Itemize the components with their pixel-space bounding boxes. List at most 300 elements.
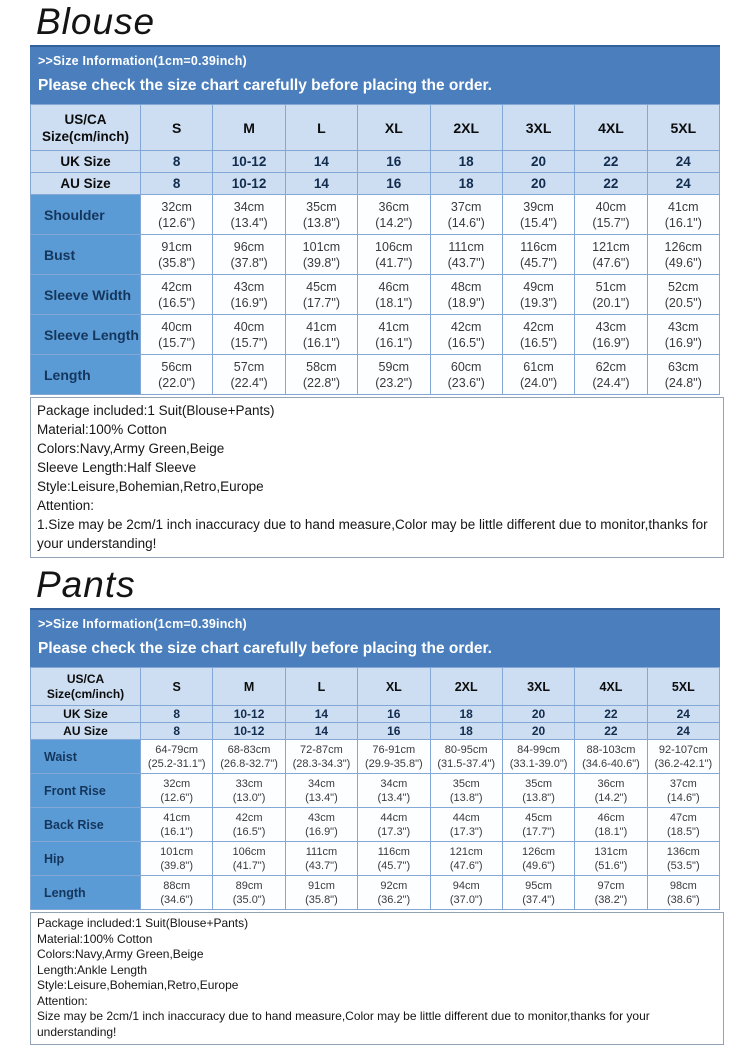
- measure-cell: [575, 355, 647, 395]
- measure-cm-value: 111cm: [305, 845, 338, 858]
- measure-cell: [502, 774, 574, 808]
- size-col-header: XL: [358, 668, 430, 706]
- uk-size-value: 22: [575, 151, 647, 173]
- measure-cm-value: 45cm: [306, 279, 337, 294]
- measure-inch-value: (20.5"): [664, 295, 702, 310]
- corner-header-line: US/CA: [66, 671, 105, 686]
- measure-cell: [358, 275, 430, 315]
- measure-cell: [502, 876, 574, 910]
- measure-cell: [647, 275, 719, 315]
- measure-cm-value: 121cm: [449, 845, 483, 858]
- uk-size-value: 10-12: [213, 151, 285, 173]
- measure-inch-value: (16.1"): [664, 215, 702, 230]
- measure-inch-value: (15.7"): [158, 335, 196, 350]
- measure-inch-value: (13.4"): [305, 791, 338, 804]
- measure-cell: [285, 195, 357, 235]
- measure-cm-value: 32cm: [163, 777, 191, 790]
- measure-cm-value: 35cm: [452, 777, 480, 790]
- corner-header-line: US/CA: [64, 111, 107, 127]
- note-line: Style:Leisure,Bohemian,Retro,Europe: [37, 978, 239, 992]
- measure-cm-value: 43cm: [668, 319, 699, 334]
- measure-inch-value: (12.6"): [158, 215, 196, 230]
- note-line: Attention:: [37, 993, 88, 1008]
- measure-inch-value: (15.7"): [230, 335, 268, 350]
- note-line: Size may be 2cm/1 inch inaccuracy due to hand measure,Color may be little different due to monitor,thanks for your understanding!: [37, 1009, 650, 1039]
- measure-cm-value: 43cm: [233, 279, 265, 294]
- measure-cell: [502, 275, 574, 315]
- measure-inch-value: (14.6"): [666, 791, 700, 804]
- au-size-value: 8: [141, 173, 213, 195]
- measure-label: Shoulder: [31, 195, 141, 235]
- measure-cm-value: 131cm: [594, 845, 628, 858]
- measure-cm-value: 57cm: [233, 359, 265, 374]
- measure-cm-value: 84-99cm: [517, 743, 560, 756]
- measure-inch-value: (20.1"): [592, 295, 630, 310]
- measure-inch-value: (23.6"): [447, 375, 485, 390]
- measure-inch-value: (45.7"): [377, 859, 411, 872]
- measure-cell: [430, 808, 502, 842]
- au-size-value: 24: [647, 173, 719, 195]
- measure-label: Length: [31, 876, 141, 910]
- size-col-header: 4XL: [575, 105, 647, 151]
- measure-inch-value: (16.1"): [375, 335, 413, 350]
- size-col-header: XL: [358, 105, 430, 151]
- note-line: Package included:1 Suit(Blouse+Pants): [37, 916, 249, 930]
- measure-inch-value: (16.5"): [447, 335, 485, 350]
- measure-cm-value: 34cm: [380, 777, 408, 790]
- measure-inch-value: (39.8"): [302, 255, 340, 270]
- measure-cm-value: 126cm: [522, 845, 556, 858]
- uk-size-value: 8: [141, 706, 213, 723]
- measure-cm-value: 42cm: [450, 319, 482, 334]
- measure-cell: [213, 740, 285, 774]
- measure-cm-value: 97cm: [597, 879, 625, 892]
- measure-cell: [430, 876, 502, 910]
- measure-label: Front Rise: [31, 774, 141, 808]
- measure-cell: [141, 275, 213, 315]
- measure-cell: [647, 315, 719, 355]
- measure-cm-value: 51cm: [595, 279, 627, 294]
- measure-cm-value: 42cm: [235, 811, 263, 824]
- measure-cell: [213, 275, 285, 315]
- measure-cell: [575, 235, 647, 275]
- measure-cell: [502, 808, 574, 842]
- measure-inch-value: (35.0"): [232, 893, 266, 906]
- au-size-label: AU Size: [31, 173, 141, 195]
- measure-inch-value: (43.7"): [305, 859, 338, 872]
- measure-cm-value: 32cm: [161, 199, 192, 214]
- measure-cell: [141, 235, 213, 275]
- measure-cell: [141, 315, 213, 355]
- measure-cell: [502, 842, 574, 876]
- measure-inch-value: (17.7"): [522, 825, 555, 838]
- measure-inch-value: (24.8"): [664, 375, 702, 390]
- size-col-header: 3XL: [502, 668, 574, 706]
- measure-inch-value: (16.9"): [305, 825, 338, 838]
- measure-cell: [647, 774, 719, 808]
- measure-cm-value: 40cm: [233, 319, 265, 334]
- measure-inch-value: (16.9"): [664, 335, 702, 350]
- measure-inch-value: (53.5"): [666, 859, 700, 872]
- measure-cell: [358, 774, 430, 808]
- measure-inch-value: (16.5"): [158, 295, 196, 310]
- corner-header: [31, 105, 141, 151]
- measure-inch-value: (13.0"): [232, 791, 266, 804]
- measure-inch-value: (18.9"): [447, 295, 485, 310]
- uk-size-value: 22: [575, 706, 647, 723]
- measure-cm-value: 95cm: [525, 879, 553, 892]
- measure-cell: [213, 808, 285, 842]
- measure-cell: [141, 355, 213, 395]
- measure-cell: [430, 195, 502, 235]
- measure-cm-value: 63cm: [668, 359, 699, 374]
- measure-inch-value: (17.3"): [377, 825, 411, 838]
- measure-inch-value: (39.8"): [160, 859, 193, 872]
- au-size-value: 10-12: [213, 723, 285, 740]
- measure-inch-value: (25.2-31.1"): [147, 757, 206, 770]
- measure-label: Bust: [31, 235, 141, 275]
- size-col-header: 3XL: [502, 105, 574, 151]
- measure-cm-value: 121cm: [592, 239, 630, 254]
- measure-inch-value: (51.6"): [594, 859, 628, 872]
- measure-inch-value: (16.1"): [160, 825, 193, 838]
- blouse-section: [0, 2, 750, 558]
- measure-cell: [647, 235, 719, 275]
- measure-cm-value: 116cm: [520, 239, 557, 254]
- blouse-notes: [30, 397, 724, 558]
- pants-notes: [30, 912, 724, 1045]
- uk-size-value: 20: [502, 706, 574, 723]
- pants-size-table: [30, 667, 720, 910]
- measure-label: Waist: [31, 740, 141, 774]
- measure-inch-value: (18.5"): [666, 825, 700, 838]
- measure-inch-value: (15.7"): [592, 215, 630, 230]
- measure-cell: [213, 876, 285, 910]
- measure-inch-value: (17.7"): [302, 295, 340, 310]
- measure-cell: [502, 195, 574, 235]
- note-line: Attention:: [37, 498, 95, 513]
- measure-cm-value: 136cm: [666, 845, 700, 858]
- measure-cm-value: 72-87cm: [300, 743, 343, 756]
- pants-section: [0, 565, 750, 1045]
- measure-cm-value: 88-103cm: [586, 743, 636, 756]
- measure-cell: [575, 315, 647, 355]
- measure-inch-value: (35.8"): [305, 893, 338, 906]
- measure-cell: [141, 876, 213, 910]
- note-line: Colors:Navy,Army Green,Beige: [37, 441, 225, 456]
- measure-inch-value: (33.1-39.0"): [509, 757, 568, 770]
- measure-cell: [285, 774, 357, 808]
- measure-cell: [213, 195, 285, 235]
- measure-cell: [213, 315, 285, 355]
- measure-cell: [285, 355, 357, 395]
- au-size-value: 20: [502, 723, 574, 740]
- measure-cm-value: 41cm: [306, 319, 337, 334]
- measure-inch-value: (13.8"): [522, 791, 555, 804]
- measure-cm-value: 37cm: [450, 199, 482, 214]
- note-line: Colors:Navy,Army Green,Beige: [37, 947, 204, 961]
- blouse-title: Blouse: [36, 1, 156, 42]
- size-info-warning: Please check the size chart carefully before placing the order.: [38, 640, 492, 657]
- measure-inch-value: (31.5-37.4"): [437, 757, 496, 770]
- measure-cell: [141, 808, 213, 842]
- measure-cm-value: 61cm: [523, 359, 554, 374]
- measure-cm-value: 44cm: [380, 811, 408, 824]
- uk-size-value: 14: [285, 706, 357, 723]
- measure-inch-value: (16.9"): [592, 335, 630, 350]
- measure-inch-value: (29.9-35.8"): [364, 757, 423, 770]
- measure-cm-value: 45cm: [525, 811, 553, 824]
- au-size-value: 16: [358, 173, 430, 195]
- note-line: Material:100% Cotton: [37, 422, 167, 437]
- measure-inch-value: (14.6"): [447, 215, 485, 230]
- measure-inch-value: (34.6-40.6"): [582, 757, 640, 770]
- measure-cm-value: 33cm: [235, 777, 263, 790]
- measure-cell: [358, 842, 430, 876]
- au-size-value: 18: [430, 723, 502, 740]
- measure-cell: [647, 740, 719, 774]
- measure-cell: [285, 235, 357, 275]
- measure-cell: [213, 235, 285, 275]
- measure-cm-value: 91cm: [307, 879, 335, 892]
- measure-cm-value: 89cm: [235, 879, 263, 892]
- uk-size-value: 24: [647, 706, 719, 723]
- size-col-header: S: [141, 668, 213, 706]
- measure-cell: [213, 355, 285, 395]
- measure-cm-value: 106cm: [375, 239, 413, 254]
- au-size-value: 8: [141, 723, 213, 740]
- au-size-value: 22: [575, 723, 647, 740]
- measure-cm-value: 116cm: [377, 845, 410, 858]
- measure-cm-value: 68-83cm: [227, 743, 271, 756]
- measure-cell: [358, 740, 430, 774]
- measure-cell: [575, 275, 647, 315]
- measure-cell: [213, 842, 285, 876]
- measure-label: Back Rise: [31, 808, 141, 842]
- note-line: Style:Leisure,Bohemian,Retro,Europe: [37, 479, 264, 494]
- uk-size-value: 16: [358, 706, 430, 723]
- au-size-value: 24: [647, 723, 719, 740]
- measure-cm-value: 101cm: [160, 845, 194, 858]
- measure-cm-value: 34cm: [233, 199, 265, 214]
- measure-cell: [430, 842, 502, 876]
- measure-cm-value: 49cm: [523, 279, 554, 294]
- measure-inch-value: (18.1"): [594, 825, 628, 838]
- measure-cm-value: 42cm: [161, 279, 192, 294]
- measure-inch-value: (16.1"): [302, 335, 340, 350]
- measure-cm-value: 52cm: [668, 279, 699, 294]
- measure-cell: [430, 740, 502, 774]
- measure-cell: [358, 235, 430, 275]
- measure-label: Sleeve Length: [31, 315, 141, 355]
- blouse-size-table: [30, 104, 720, 395]
- measure-inch-value: (17.3"): [449, 825, 483, 838]
- measure-cm-value: 94cm: [452, 879, 480, 892]
- au-size-label: AU Size: [31, 723, 141, 740]
- measure-cell: [647, 808, 719, 842]
- size-col-header: L: [285, 105, 357, 151]
- measure-inch-value: (24.0"): [520, 375, 558, 390]
- measure-inch-value: (49.6"): [664, 255, 702, 270]
- measure-inch-value: (37.0"): [449, 893, 483, 906]
- au-size-value: 20: [502, 173, 574, 195]
- measure-cm-value: 41cm: [378, 319, 410, 334]
- size-col-header: L: [285, 668, 357, 706]
- measure-cell: [358, 876, 430, 910]
- measure-inch-value: (45.7"): [520, 255, 558, 270]
- size-col-header: M: [213, 105, 285, 151]
- measure-cm-value: 41cm: [668, 199, 699, 214]
- corner-header-line: Size(cm/inch): [46, 686, 125, 701]
- measure-cm-value: 43cm: [595, 319, 627, 334]
- size-col-header: 2XL: [430, 668, 502, 706]
- measure-inch-value: (38.2"): [594, 893, 628, 906]
- uk-size-value: 18: [430, 706, 502, 723]
- measure-inch-value: (22.8"): [302, 375, 340, 390]
- measure-cm-value: 36cm: [378, 199, 410, 214]
- measure-cell: [358, 808, 430, 842]
- measure-inch-value: (12.6"): [160, 791, 193, 804]
- measure-label: Hip: [31, 842, 141, 876]
- measure-cell: [502, 315, 574, 355]
- size-info-warning: Please check the size chart carefully before placing the order.: [38, 77, 492, 94]
- measure-cell: [213, 774, 285, 808]
- measure-cell: [575, 842, 647, 876]
- measure-cm-value: 47cm: [669, 811, 697, 824]
- pants-title: Pants: [36, 564, 136, 605]
- corner-header: [31, 668, 141, 706]
- measure-cell: [285, 876, 357, 910]
- measure-inch-value: (41.7"): [232, 859, 266, 872]
- measure-cm-value: 42cm: [523, 319, 554, 334]
- measure-cm-value: 58cm: [306, 359, 337, 374]
- measure-inch-value: (16.9"): [230, 295, 268, 310]
- au-size-value: 14: [285, 723, 357, 740]
- measure-cell: [502, 235, 574, 275]
- measure-inch-value: (24.4"): [592, 375, 630, 390]
- measure-cm-value: 92cm: [380, 879, 408, 892]
- size-col-header: 5XL: [647, 105, 719, 151]
- measure-inch-value: (37.8"): [230, 255, 268, 270]
- size-col-header: 5XL: [647, 668, 719, 706]
- measure-cm-value: 46cm: [597, 811, 625, 824]
- pants-size-info-bar: [30, 608, 720, 667]
- measure-cm-value: 40cm: [595, 199, 627, 214]
- measure-cell: [285, 315, 357, 355]
- uk-size-label: UK Size: [31, 151, 141, 173]
- measure-cell: [358, 195, 430, 235]
- uk-size-value: 16: [358, 151, 430, 173]
- measure-cm-value: 91cm: [161, 239, 192, 254]
- measure-cm-value: 34cm: [307, 777, 335, 790]
- size-col-header: S: [141, 105, 213, 151]
- measure-cm-value: 76-91cm: [372, 743, 416, 756]
- measure-cell: [141, 842, 213, 876]
- measure-cm-value: 36cm: [597, 777, 625, 790]
- measure-cm-value: 101cm: [302, 239, 341, 254]
- measure-inch-value: (36.2-42.1"): [654, 757, 713, 770]
- measure-cell: [647, 842, 719, 876]
- measure-inch-value: (16.5"): [520, 335, 558, 350]
- measure-cm-value: 80-95cm: [444, 743, 488, 756]
- blouse-size-info-bar: [30, 45, 720, 104]
- measure-cell: [430, 315, 502, 355]
- measure-cm-value: 43cm: [307, 811, 335, 824]
- measure-cell: [430, 355, 502, 395]
- measure-cell: [502, 740, 574, 774]
- measure-cm-value: 41cm: [163, 811, 191, 824]
- measure-cell: [575, 740, 647, 774]
- measure-cell: [358, 355, 430, 395]
- uk-size-label: UK Size: [31, 706, 141, 723]
- measure-cell: [575, 808, 647, 842]
- measure-inch-value: (47.6"): [449, 859, 483, 872]
- measure-cell: [141, 195, 213, 235]
- measure-inch-value: (16.5"): [232, 825, 266, 838]
- measure-cm-value: 111cm: [448, 239, 485, 254]
- measure-inch-value: (26.8-32.7"): [220, 757, 278, 770]
- measure-cell: [358, 315, 430, 355]
- measure-cell: [575, 876, 647, 910]
- au-size-value: 16: [358, 723, 430, 740]
- measure-inch-value: (28.3-34.3"): [292, 757, 351, 770]
- measure-inch-value: (13.8"): [449, 791, 483, 804]
- size-col-header: 2XL: [430, 105, 502, 151]
- measure-cell: [575, 195, 647, 235]
- note-line: Package included:1 Suit(Blouse+Pants): [37, 403, 275, 418]
- uk-size-value: 8: [141, 151, 213, 173]
- measure-inch-value: (22.4"): [230, 375, 268, 390]
- measure-cm-value: 92-107cm: [658, 743, 708, 756]
- measure-cm-value: 126cm: [664, 239, 703, 254]
- measure-cm-value: 60cm: [450, 359, 482, 374]
- measure-cm-value: 39cm: [523, 199, 554, 214]
- measure-cell: [141, 774, 213, 808]
- uk-size-value: 20: [502, 151, 574, 173]
- measure-inch-value: (15.4"): [520, 215, 558, 230]
- measure-cell: [285, 740, 357, 774]
- measure-inch-value: (14.2"): [594, 791, 628, 804]
- size-col-header: 4XL: [575, 668, 647, 706]
- measure-cm-value: 37cm: [669, 777, 697, 790]
- uk-size-value: 24: [647, 151, 719, 173]
- measure-cell: [285, 808, 357, 842]
- measure-cell: [141, 740, 213, 774]
- measure-cell: [285, 842, 357, 876]
- measure-inch-value: (14.2"): [375, 215, 413, 230]
- measure-inch-value: (43.7"): [447, 255, 485, 270]
- uk-size-value: 14: [285, 151, 357, 173]
- measure-cm-value: 98cm: [669, 879, 697, 892]
- measure-inch-value: (38.6"): [666, 893, 700, 906]
- measure-cm-value: 62cm: [595, 359, 627, 374]
- measure-cell: [502, 355, 574, 395]
- measure-label: Length: [31, 355, 141, 395]
- au-size-value: 22: [575, 173, 647, 195]
- measure-inch-value: (23.2"): [375, 375, 413, 390]
- measure-cm-value: 64-79cm: [155, 743, 199, 756]
- measure-cell: [647, 876, 719, 910]
- measure-inch-value: (13.4"): [230, 215, 268, 230]
- measure-cm-value: 48cm: [450, 279, 482, 294]
- note-line: Material:100% Cotton: [37, 931, 153, 946]
- measure-inch-value: (13.8"): [302, 215, 340, 230]
- size-info-heading: >>Size Information(1cm=0.39inch): [38, 54, 247, 68]
- measure-inch-value: (47.6"): [592, 255, 630, 270]
- measure-cell: [647, 195, 719, 235]
- measure-cm-value: 44cm: [452, 811, 480, 824]
- note-line: Length:Ankle Length: [37, 962, 148, 977]
